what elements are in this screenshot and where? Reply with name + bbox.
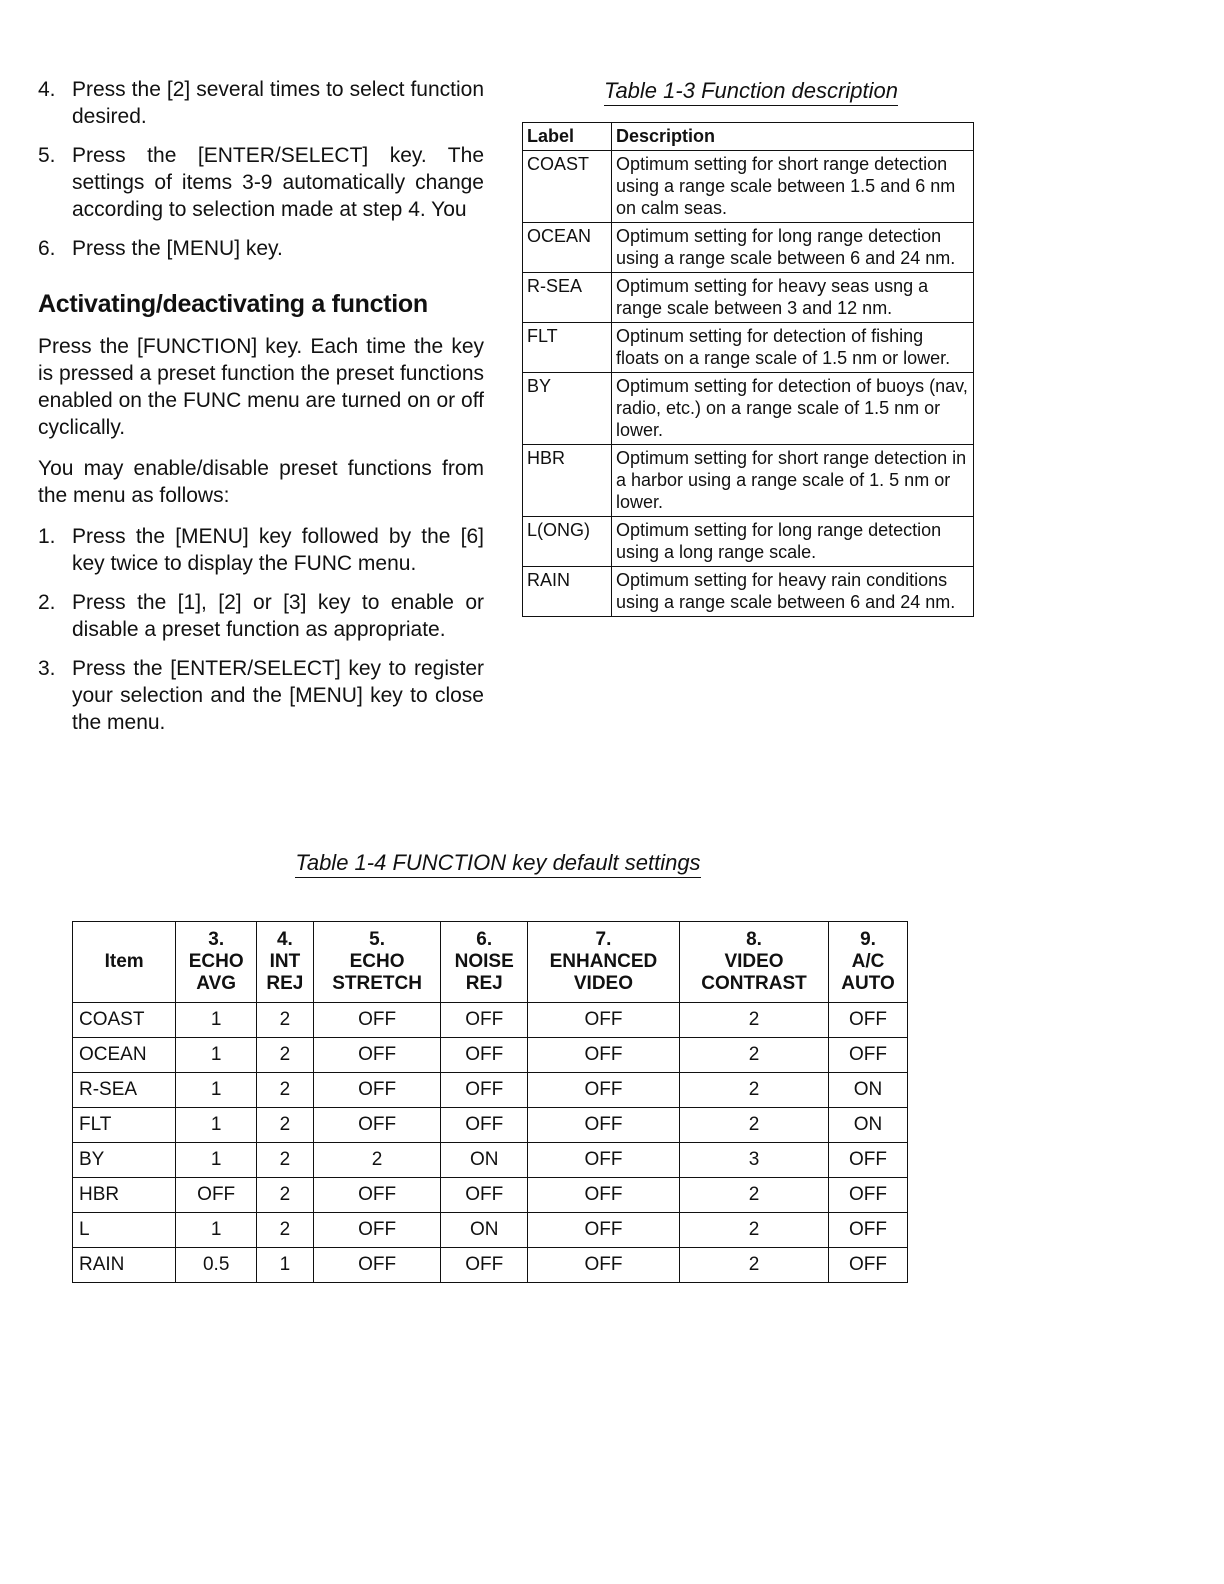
table-row [73, 1038, 908, 1073]
row-item-label: HBR [73, 1178, 176, 1213]
table-cell: 1 [257, 1248, 314, 1283]
column-header-line: 9. [860, 929, 876, 950]
list-item [38, 655, 484, 736]
list-item [38, 142, 484, 223]
column-header-line: AUTO [841, 973, 895, 994]
step-text: Press the [ENTER/SELECT] key to register your selection and the [MENU] key to close the menu. [72, 657, 484, 734]
row-description: Optimum setting for long range detection using a long range scale. [612, 517, 974, 567]
table3-caption-text: Table 1-3 Function description [604, 78, 898, 106]
table-cell: OFF [527, 1213, 679, 1248]
table-cell: 2 [257, 1108, 314, 1143]
row-item-label: R-SEA [73, 1073, 176, 1108]
list-item [38, 235, 484, 262]
table-cell: OFF [527, 1073, 679, 1108]
column-header [829, 922, 908, 1003]
column-header [257, 922, 314, 1003]
table-cell: 2 [257, 1073, 314, 1108]
table-cell: OFF [313, 1038, 441, 1073]
row-label: OCEAN [523, 223, 612, 273]
row-description: Optimum setting for detection of buoys (nav, radio, etc.) on a range scale of 1.5 nm or lower. [612, 373, 974, 445]
column-header-line: 5. [369, 929, 385, 950]
table-cell: OFF [441, 1248, 527, 1283]
column-header-line: 3. [208, 929, 225, 950]
table-cell: 2 [679, 1108, 828, 1143]
step-number: 6. [38, 237, 56, 260]
column-header-line: CONTRAST [701, 973, 807, 994]
column-header-line: ENHANCED [549, 951, 658, 972]
column-header [527, 922, 679, 1003]
step-number: 4. [38, 78, 56, 101]
table-cell: OFF [313, 1248, 441, 1283]
column-header-line: 6. [476, 929, 493, 950]
column-header-line: VIDEO [724, 951, 784, 972]
column-header-line: STRETCH [332, 973, 422, 994]
table-cell: 2 [313, 1143, 441, 1178]
table-row [523, 445, 974, 517]
table-row [523, 273, 974, 323]
step-text: Press the [2] several times to select function desired. [72, 78, 484, 128]
section-heading: Activating/deactivating a function [38, 290, 428, 318]
table-cell: OFF [441, 1003, 527, 1038]
table-cell: 1 [176, 1108, 257, 1143]
row-description: Optinum setting for detection of fishing floats on a range scale of 1.5 nm or lower. [612, 323, 974, 373]
table-cell: OFF [527, 1248, 679, 1283]
column-header-line: VIDEO [573, 973, 633, 994]
table-row [73, 1143, 908, 1178]
table-cell: OFF [829, 1143, 908, 1178]
table-cell: 1 [176, 1213, 257, 1248]
row-description: Optimum setting for short range detection in a harbor using a range scale of 1. 5 nm or lower. [612, 445, 974, 517]
table-row [523, 517, 974, 567]
column-header [73, 922, 176, 1003]
step-text: Press the [MENU] key followed by the [6] key twice to display the FUNC menu. [72, 525, 484, 575]
table-cell: 2 [679, 1248, 828, 1283]
table-cell: 2 [257, 1038, 314, 1073]
table-cell: OFF [829, 1248, 908, 1283]
step-number: 2. [38, 591, 56, 614]
column-header-line: 7. [595, 929, 612, 950]
table-cell: 2 [257, 1213, 314, 1248]
table-cell: 2 [679, 1038, 828, 1073]
column-header-line: 8. [746, 929, 762, 950]
row-label: HBR [523, 445, 612, 517]
column-header [441, 922, 527, 1003]
right-column [522, 78, 980, 617]
table-cell: OFF [829, 1178, 908, 1213]
table-cell: 2 [679, 1003, 828, 1038]
column-header-line: INT [269, 951, 301, 972]
table-cell: OFF [527, 1108, 679, 1143]
table-cell: 1 [176, 1038, 257, 1073]
table-cell: OFF [441, 1038, 527, 1073]
table-body [73, 1003, 908, 1283]
column-header-line: A/C [851, 951, 885, 972]
table-cell: OFF [313, 1073, 441, 1108]
row-item-label: OCEAN [73, 1038, 176, 1073]
row-item-label: FLT [73, 1108, 176, 1143]
table-cell: 2 [679, 1178, 828, 1213]
column-header [679, 922, 828, 1003]
table-cell: OFF [829, 1213, 908, 1248]
column-header-line: ECHO [349, 951, 405, 972]
table-cell: 2 [679, 1073, 828, 1108]
table-cell: 2 [679, 1213, 828, 1248]
table-cell: OFF [441, 1108, 527, 1143]
row-description: Optimum setting for long range detection using a range scale between 6 and 24 nm. [612, 223, 974, 273]
table-row [73, 1003, 908, 1038]
paragraph-function-key: Press the [FUNCTION] key. Each time the key is pressed a preset function the preset functions enabled on the FUNC menu are turned on or off cyclically. [38, 335, 484, 439]
table-row [523, 567, 974, 617]
row-description: Optimum setting for short range detection using a range scale between 1.5 and 6 nm on calm seas. [612, 151, 974, 223]
row-label: R-SEA [523, 273, 612, 323]
column-header-line: AVG [196, 973, 237, 994]
function-description-table [522, 122, 974, 617]
step-text: Press the [MENU] key. [72, 237, 283, 260]
table-row [523, 323, 974, 373]
table-row [73, 1178, 908, 1213]
paragraph-enable-disable: You may enable/disable preset functions from the menu as follows: [38, 457, 484, 507]
list-item [38, 76, 484, 130]
table-row [523, 223, 974, 273]
table4-caption-text: Table 1-4 FUNCTION key default settings [295, 850, 700, 878]
table-cell: OFF [313, 1213, 441, 1248]
step-text: Press the [1], [2] or [3] key to enable or disable a preset function as appropriate. [72, 591, 484, 641]
table-cell: OFF [441, 1073, 527, 1108]
table-cell: 1 [176, 1003, 257, 1038]
column-header-line: REJ [266, 973, 304, 994]
step-number: 5. [38, 144, 56, 167]
row-label: RAIN [523, 567, 612, 617]
table-cell: ON [829, 1073, 908, 1108]
table-cell: OFF [527, 1003, 679, 1038]
column-header [176, 922, 257, 1003]
table-cell: ON [441, 1143, 527, 1178]
table-row [73, 1248, 908, 1283]
table3-caption [522, 78, 980, 104]
table-cell: OFF [313, 1178, 441, 1213]
table-cell: ON [441, 1213, 527, 1248]
list-item [38, 523, 484, 577]
table-cell: OFF [527, 1038, 679, 1073]
table-cell: 3 [679, 1143, 828, 1178]
table-cell: OFF [313, 1108, 441, 1143]
table-header-row [73, 922, 908, 1003]
column-header-line: NOISE [454, 951, 514, 972]
table-cell: ON [829, 1108, 908, 1143]
table-cell: OFF [829, 1003, 908, 1038]
row-description: Optimum setting for heavy rain conditions using a range scale between 6 and 24 nm. [612, 567, 974, 617]
row-item-label: COAST [73, 1003, 176, 1038]
table-cell: 2 [257, 1003, 314, 1038]
row-label: BY [523, 373, 612, 445]
row-item-label: BY [73, 1143, 176, 1178]
step-text: Press the [ENTER/SELECT] key. The settings of items 3-9 automatically change according to selection made at step 4. You [72, 144, 484, 221]
row-label: COAST [523, 151, 612, 223]
row-item-label: L [73, 1213, 176, 1248]
table4-caption [286, 850, 710, 876]
table-cell: OFF [313, 1003, 441, 1038]
table-cell: OFF [176, 1178, 257, 1213]
column-header-line: ECHO [188, 951, 244, 972]
left-column [38, 76, 484, 748]
row-label: L(ONG) [523, 517, 612, 567]
table-cell: 1 [176, 1143, 257, 1178]
table-row [523, 373, 974, 445]
table-header-row [523, 123, 974, 151]
table-cell: OFF [829, 1038, 908, 1073]
column-header-line: Item [104, 951, 144, 972]
table-cell: OFF [441, 1178, 527, 1213]
table-cell: OFF [527, 1143, 679, 1178]
header-description: Description [612, 123, 974, 151]
table-cell: 0.5 [176, 1248, 257, 1283]
row-item-label: RAIN [73, 1248, 176, 1283]
list-item [38, 589, 484, 643]
row-description: Optimum setting for heavy seas usng a range scale between 3 and 12 nm. [612, 273, 974, 323]
table-cell: 2 [257, 1178, 314, 1213]
table-row [73, 1073, 908, 1108]
column-header-line: REJ [465, 973, 503, 994]
table-cell: OFF [527, 1178, 679, 1213]
header-label: Label [523, 123, 612, 151]
step-number: 3. [38, 657, 56, 680]
step-number: 1. [38, 525, 56, 548]
function-key-defaults-table [72, 921, 908, 1283]
column-header-line: 4. [276, 929, 293, 950]
table-cell: 1 [176, 1073, 257, 1108]
row-label: FLT [523, 323, 612, 373]
steps-bottom-list [38, 523, 484, 736]
steps-top-list [38, 76, 484, 262]
table-row [523, 151, 974, 223]
table-row [73, 1108, 908, 1143]
table-cell: 2 [257, 1143, 314, 1178]
column-header [313, 922, 441, 1003]
table-row [73, 1213, 908, 1248]
